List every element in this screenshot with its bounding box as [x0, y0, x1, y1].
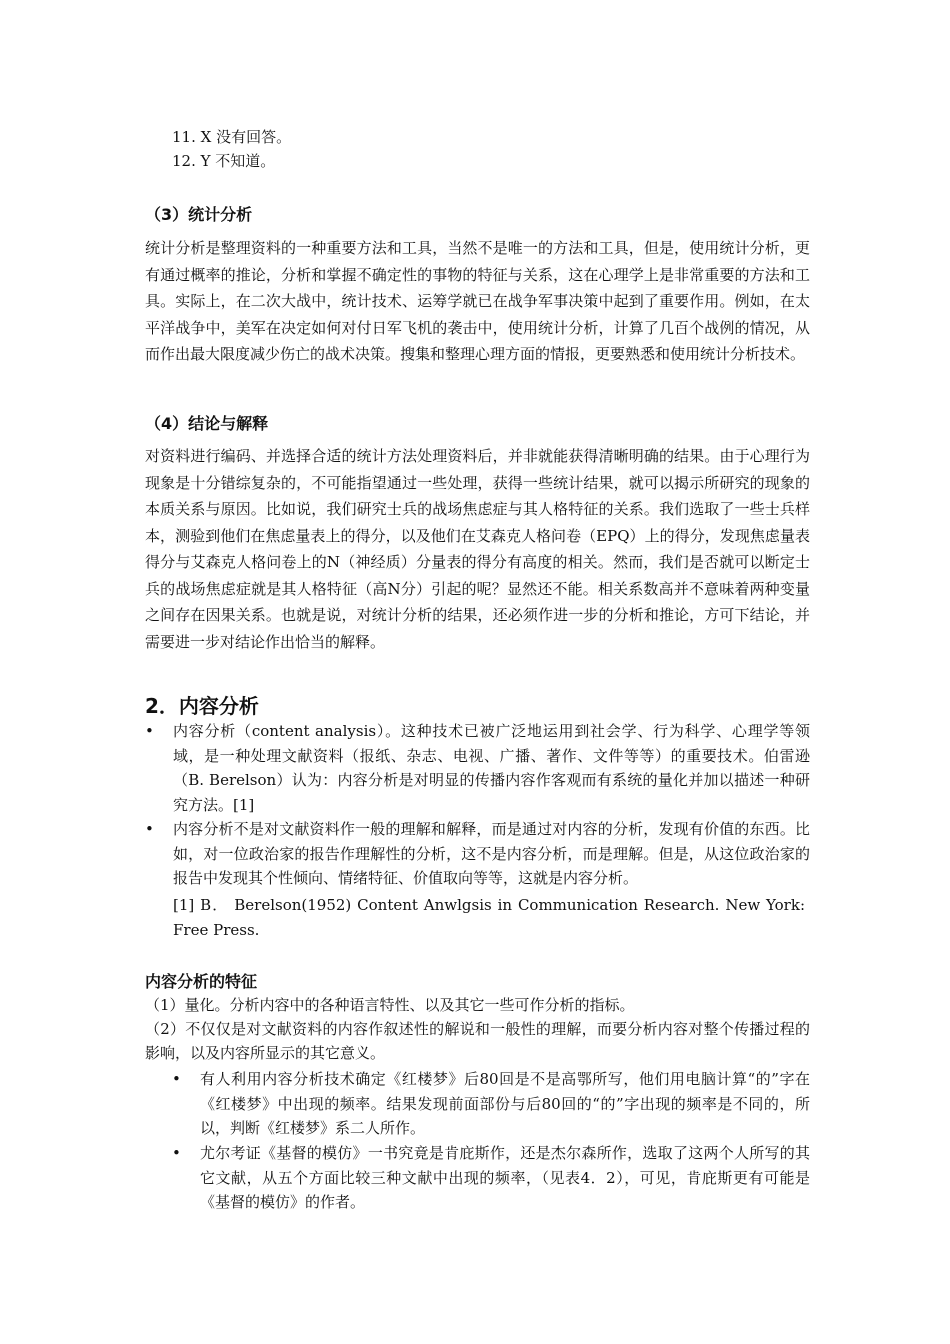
- list-item-number: 11.: [172, 128, 196, 146]
- bullet-text: 内容分析不是对文献资料作一般的理解和解释，而是通过对内容的分析，发现有价值的东西。比如，对一位政治家的报告作理解性的分析，这不是内容分析，而是理解。但是，从这位政治家的报告中发现其个性倾向、情绪特征、价值取向等等，这就是内容分析。: [173, 820, 810, 887]
- feature-item-2: （2）不仅仅是对文献资料的内容作叙述性的解说和一般性的理解，而要分析内容对整个传播过程的影响，以及内容所显示的其它意义。: [145, 1020, 810, 1062]
- bullet-icon: •: [172, 1144, 181, 1162]
- sub-bullet-text: 尤尔考证《基督的模仿》一书究竟是肯庇斯作，还是杰尔森所作，选取了这两个人所写的其它文献，从五个方面比较三种文献中出现的频率，（见表4．2），可见，肯庇斯更有可能是《基督的模仿》的作者。: [200, 1144, 810, 1211]
- paragraph-conclusion: 对资料进行编码、并选择合适的统计方法处理资料后，并非就能获得清晰明确的结果。由于心理行为现象是十分错综复杂的，不可能指望通过一些处理，获得一些统计结果，就可以揭示所研究的现象的本质关系与原因。比如说，我们研究士兵的战场焦虑症与其人格特征的关系。我们选取了一些士兵样本，测验到他们在焦虑量表上的得分，以及他们在艾森克人格问卷（EPQ）上的得分，发现焦虑量表得分与艾森克人格问卷上的N（神经质）分量表的得分有高度的相关。然而，我们是否就可以断定士兵的战场焦虑症就是其人格特征（高N分）引起的呢？显然还不能。相关系数高并不意味着两种变量之间存在因果关系。也就是说，对统计分析的结果，还必须作进一步的分析和推论，方可下结论，并需要进一步对结论作出恰当的解释。: [145, 447, 810, 651]
- section-heading-conclusion: （4）结论与解释: [145, 414, 269, 433]
- bullet-icon: •: [172, 1070, 181, 1088]
- list-item-11: [172, 125, 291, 149]
- bullet-icon: •: [145, 722, 154, 740]
- section-heading-statistics: （3）统计分析: [145, 205, 253, 224]
- list-item-text: Y 不知道。: [200, 152, 276, 170]
- bullet-text: 内容分析（content analysis）。这种技术已被广泛地运用到社会学、行为科学、心理学等领域，是一种处理文献资料（报纸、杂志、电视、广播、著作、文件等等）的重要技术。伯雷逊（B. Berelson）认为：内容分析是对明显的传播内容作客观而有系统的量化并加以描述一种研究方法。[1]: [173, 722, 810, 814]
- paragraph-statistics: 统计分析是整理资料的一种重要方法和工具，当然不是唯一的方法和工具，但是，使用统计分析，更有通过概率的推论，分析和掌握不确定性的事物的特征与关系，这在心理学上是非常重要的方法和工具。实际上，在二次大战中，统计技术、运筹学就已在战争军事决策中起到了重要作用。例如，在太平洋战争中，美军在决定如何对付日军飞机的袭击中，使用统计分析，计算了几百个战例的情况，从而作出最大限度减少伤亡的战术决策。搜集和整理心理方面的情报，更要熟悉和使用统计分析技术。: [145, 239, 810, 363]
- list-item-12: [172, 149, 275, 173]
- feature-item-1: （1）量化。分析内容中的各种语言特性、以及其它一些可作分析的指标。: [145, 996, 635, 1014]
- footnote-reference: [1] B． Berelson(1952) Content Anwlgsis in Communication Research. New York: Free Press.: [173, 896, 805, 939]
- heading-features: 内容分析的特征: [145, 972, 258, 991]
- bullet-icon: •: [145, 820, 154, 838]
- heading-content-analysis: 2．内容分析: [145, 694, 259, 718]
- sub-bullet-text: 有人利用内容分析技术确定《红楼梦》后80回是不是高鄂所写，他们用电脑计算“的”字在《红楼梦》中出现的频率。结果发现前面部份与后80回的“的”字出现的频率是不同的，所以，判断《红楼梦》系二人所作。: [200, 1070, 810, 1137]
- list-item-text: X 没有回答。: [200, 128, 292, 146]
- list-item-number: 12.: [172, 152, 196, 170]
